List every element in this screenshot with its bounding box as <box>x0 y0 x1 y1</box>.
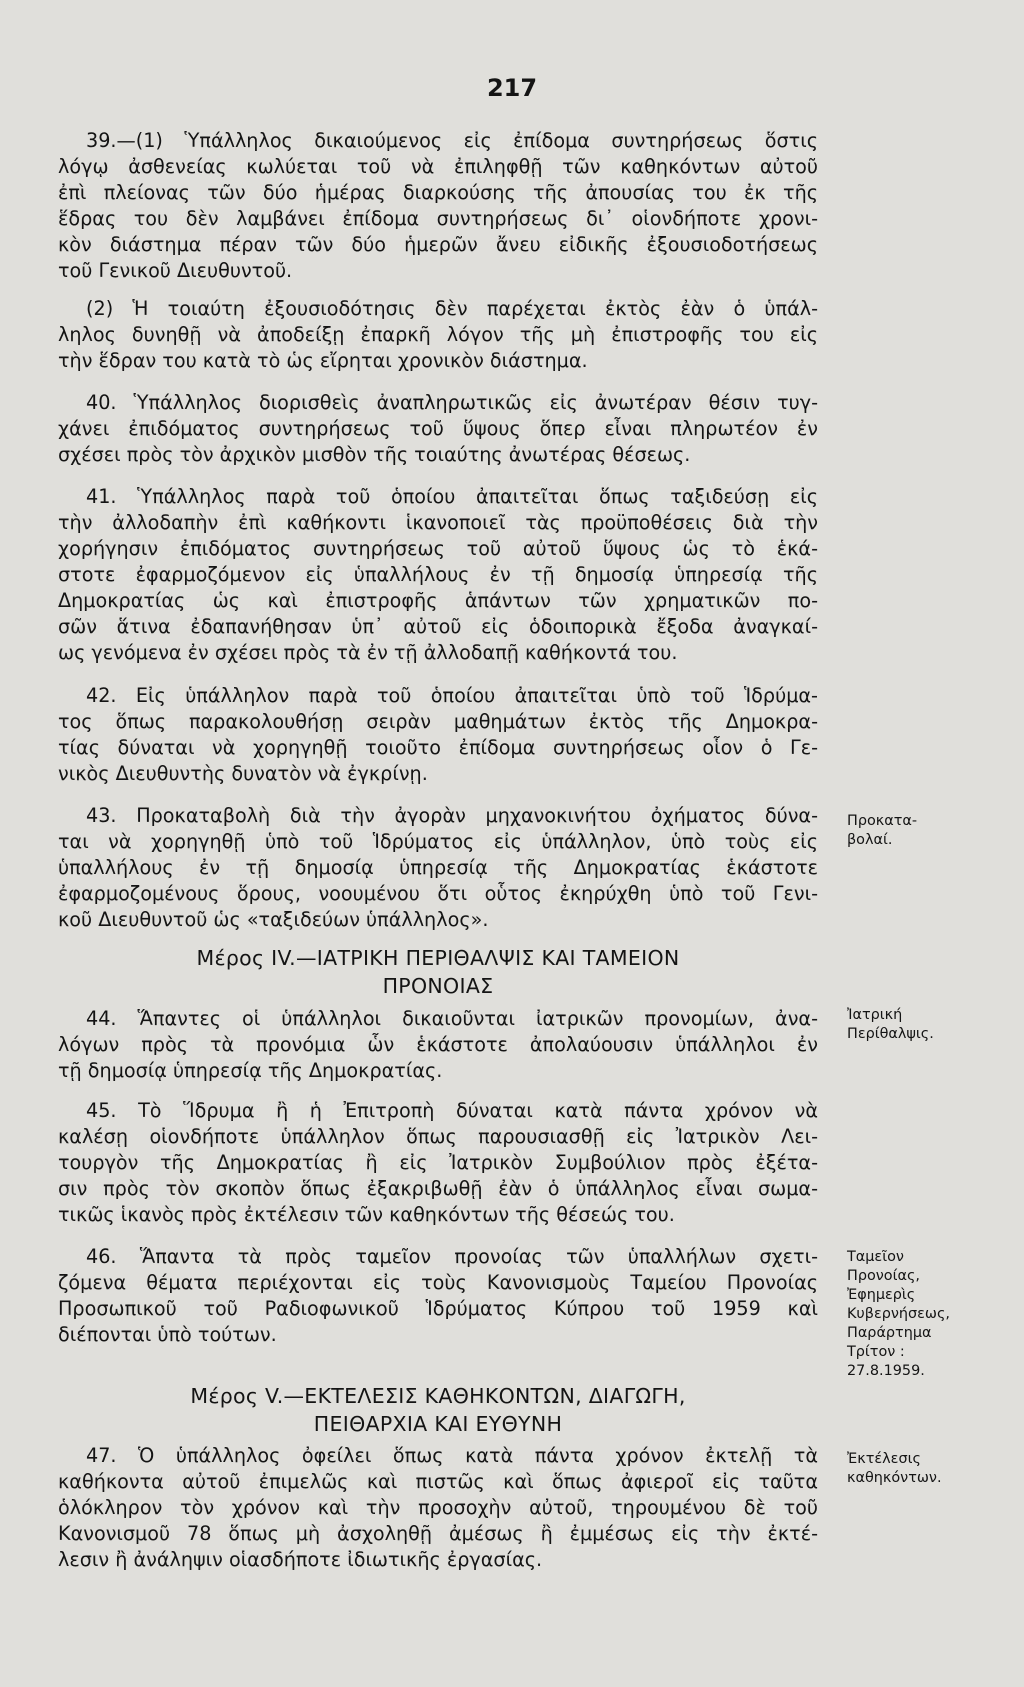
margin-note <box>847 812 1017 850</box>
margin-note-line: Κυβερνήσεως, <box>847 1306 950 1322</box>
text-line: χάνει ἐπιδόματος συντηρήσεως τοῦ ὕψους ὅπερ εἶναι πληρωτέον ἐν <box>58 417 818 440</box>
text-line: τίας δύναται νὰ χορηγηθῇ τοιοῦτο ἐπίδομα συντηρήσεως οἷον ὁ Γε- <box>58 736 818 759</box>
margin-note-line: Προκατα- <box>847 813 918 829</box>
text-line: στοτε ἐφαρμοζόμενον εἰς ὑπαλλήλους ἐν τῇ δημοσίᾳ ὑπηρεσίᾳ τῆς <box>58 563 818 586</box>
margin-note-line: Ἐφημερὶς <box>847 1287 916 1303</box>
text-line: ζόμενα θέματα περιέχονται εἰς τοὺς Κανονισμοὺς Ταμείου Προνοίας <box>58 1271 818 1294</box>
margin-note-line: Ἐκτέλεσις <box>847 1451 921 1467</box>
text-line: 46. Ἅπαντα τὰ πρὸς ταμεῖον προνοίας τῶν ὑπαλλήλων σχετι- <box>86 1245 818 1268</box>
margin-note-line: Τρίτον : <box>847 1344 905 1360</box>
text-line: ἕδρας του δὲν λαμβάνει ἐπίδομα συντηρήσεως δι᾿ οἱονδήποτε χρονι- <box>58 207 818 230</box>
margin-note-line: Προνοίας, <box>847 1268 920 1284</box>
text-line: λόγῳ ἀσθενείας κωλύεται τοῦ νὰ ἐπιληφθῇ τῶν καθηκόντων αὐτοῦ <box>58 155 818 178</box>
text-line: καθήκοντα αὐτοῦ ἐπιμελῶς καὶ πιστῶς καὶ ὅπως ἀφιεροῖ εἰς ταῦτα <box>58 1470 818 1493</box>
text-line: 47. Ὁ ὑπάλληλος ὀφείλει ὅπως κατὰ πάντα χρόνον ἐκτελῇ τὰ <box>86 1444 818 1467</box>
text-line: 42. Εἰς ὑπάλληλον παρὰ τοῦ ὁποίου ἀπαιτεῖται ὑπὸ τοῦ Ἱδρύμα- <box>86 684 818 707</box>
text-line: 43. Προκαταβολὴ διὰ τὴν ἀγορὰν μηχανοκινήτου ὀχήματος δύνα- <box>86 804 818 827</box>
margin-note-line: καθηκόντων. <box>847 1470 942 1486</box>
text-line: 40. Ὑπάλληλος διορισθεὶς ἀναπληρωτικῶς εἰς ἀνωτέραν θέσιν τυγ- <box>86 391 818 414</box>
section-heading <box>58 1382 818 1438</box>
heading-line: ΠΡΟΝΟΙΑΣ <box>382 974 494 998</box>
text-line: σχέσει πρὸς τὸν ἀρχικὸν μισθὸν τῆς τοιαύτης ἀνωτέρας θέσεως. <box>58 443 691 466</box>
text-line: νικὸς Διευθυντὴς δυνατὸν νὰ ἐγκρίνῃ. <box>58 762 428 785</box>
margin-note-line: Παράρτημα <box>847 1325 932 1341</box>
heading-line: ΠΕΙΘΑΡΧΙΑ ΚΑΙ ΕΥΘΥΝΗ <box>313 1412 563 1436</box>
section-heading <box>58 944 818 1000</box>
text-line: ως γενόμενα ἐν σχέσει πρὸς τὰ ἐν τῇ ἀλλοδαπῇ καθήκοντά του. <box>58 641 678 664</box>
paragraph <box>58 296 818 374</box>
text-line: ἐπὶ πλείονας τῶν δύο ἡμέρας διαρκούσης τῆς ἀπουσίας του ἐκ τῆς <box>58 181 818 204</box>
text-line: ται νὰ χορηγηθῇ ὑπὸ τοῦ Ἱδρύματος εἰς ὑπάλληλον, ὑπὸ τοὺς εἰς <box>58 830 818 853</box>
text-line: τοῦ Γενικοῦ Διευθυντοῦ. <box>58 259 293 282</box>
text-line: ὑπαλλήλους ἐν τῇ δημοσίᾳ ὑπηρεσίᾳ τῆς Δημοκρατίας ἑκάστοτε <box>58 856 818 879</box>
text-line: καλέσῃ οἱονδήποτε ὑπάλληλον ὅπως παρουσιασθῇ εἰς Ἰατρικὸν Λει- <box>58 1125 818 1148</box>
text-line: 44. Ἅπαντες οἱ ὑπάλληλοι δικαιοῦνται ἰατρικῶν προνομίων, ἀνα- <box>86 1007 818 1030</box>
paragraph <box>58 1244 818 1348</box>
margin-note-line: Περίθαλψις. <box>847 1026 934 1042</box>
paragraph <box>58 1098 818 1228</box>
text-line: Κανονισμοῦ 78 ὅπως μὴ ἀσχοληθῇ ἀμέσως ἢ ἐμμέσως εἰς τὴν ἐκτέ- <box>58 1522 818 1545</box>
paragraph <box>58 484 818 666</box>
text-line: ληλος δυνηθῇ νὰ ἀποδείξῃ ἐπαρκῆ λόγον τῆς μὴ ἐπιστροφῆς του εἰς <box>58 323 818 346</box>
text-line: τος ὅπως παρακολουθήσῃ σειρὰν μαθημάτων ἐκτὸς τῆς Δημοκρα- <box>58 710 818 733</box>
margin-note-line: 27.8.1959. <box>847 1363 925 1379</box>
margin-note-line: βολαί. <box>847 832 893 848</box>
text-line: τῇ δημοσίᾳ ὑπηρεσίᾳ τῆς Δημοκρατίας. <box>58 1059 443 1082</box>
text-line: σῶν ἅτινα ἐδαπανήθησαν ὑπ᾿ αὐτοῦ εἰς ὁδοιπορικὰ ἔξοδα ἀναγκαί- <box>58 615 818 638</box>
text-line: ἐφαρμοζομένους ὅρους, νοουμένου ὅτι οὗτος ἐκηρύχθη ὑπὸ τοῦ Γενι- <box>58 882 818 905</box>
text-line: τικῶς ἱκανὸς πρὸς ἐκτέλεσιν τῶν καθηκόντων τῆς θέσεώς του. <box>58 1203 675 1226</box>
text-line: 45. Τὸ Ἵδρυμα ἢ ἡ Ἐπιτροπὴ δύναται κατὰ πάντα χρόνον νὰ <box>86 1099 818 1122</box>
paragraph <box>58 1006 818 1084</box>
text-line: σιν πρὸς τὸν σκοπὸν ὅπως ἐξακριβωθῇ ἐὰν ὁ ὑπάλληλος εἶναι σωμα- <box>58 1177 818 1200</box>
text-line: 41. Ὑπάλληλος παρὰ τοῦ ὁποίου ἀπαιτεῖται ὅπως ταξιδεύσῃ εἰς <box>86 485 818 508</box>
page-number: 217 <box>486 74 538 102</box>
margin-note-line: Ἰατρική <box>847 1007 903 1023</box>
margin-note <box>847 1450 1017 1488</box>
text-line: 39.—(1) Ὑπάλληλος δικαιούμενος εἰς ἐπίδομα συντηρήσεως ὅστις <box>86 129 818 152</box>
paragraph <box>58 390 818 468</box>
margin-note-line: Ταμεῖον <box>847 1249 904 1265</box>
text-line: διέπονται ὑπὸ τούτων. <box>58 1323 277 1346</box>
heading-line: Μέρος IV.—ΙΑΤΡΙΚΗ ΠΕΡΙΘΑΛΨΙΣ ΚΑΙ ΤΑΜΕΙΟΝ <box>196 946 680 970</box>
text-line: κοῦ Διευθυντοῦ ὡς «ταξιδεύων ὑπάλληλος». <box>58 908 489 931</box>
paragraph <box>58 128 818 284</box>
text-line: λεσιν ἢ ἀνάληψιν οἱασδήποτε ἰδιωτικῆς ἐργασίας. <box>58 1548 543 1571</box>
text-line: κὸν διάστημα πέραν τῶν δύο ἡμερῶν ἄνευ εἰδικῆς ἐξουσιοδοτήσεως <box>58 233 818 256</box>
paragraph <box>58 683 818 787</box>
text-line: Δημοκρατίας ὡς καὶ ἐπιστροφῆς ἁπάντων τῶν χρηματικῶν πο- <box>58 589 818 612</box>
paragraph <box>58 1443 818 1573</box>
text-line: τὴν ἕδραν του κατὰ τὸ ὡς εἴρηται χρονικὸν διάστημα. <box>58 349 588 372</box>
text-line: λόγων πρὸς τὰ προνόμια ὧν ἑκάστοτε ἀπολαύουσιν ὑπάλληλοι ἐν <box>58 1033 818 1056</box>
text-line: τὴν ἀλλοδαπὴν ἐπὶ καθήκοντι ἱκανοποιεῖ τὰς προϋποθέσεις διὰ τὴν <box>58 511 818 534</box>
paragraph <box>58 803 818 933</box>
text-line: τουργὸν τῆς Δημοκρατίας ἢ εἰς Ἰατρικὸν Συμβούλιον πρὸς ἐξέτα- <box>58 1151 818 1174</box>
heading-line: Μέρος V.—ΕΚΤΕΛΕΣΙΣ ΚΑΘΗΚΟΝΤΩΝ, ΔΙΑΓΩΓΗ, <box>190 1384 686 1408</box>
text-line: χορήγησιν ἐπιδόματος συντηρήσεως τοῦ αὐτοῦ ὕψους ὡς τὸ ἑκά- <box>58 537 818 560</box>
margin-note <box>847 1248 1017 1381</box>
text-line: ὁλόκληρον τὸν χρόνον καὶ τὴν προσοχὴν αὐτοῦ, τηρουμένου δὲ τοῦ <box>58 1496 818 1519</box>
text-line: Προσωπικοῦ τοῦ Ραδιοφωνικοῦ Ἱδρύματος Κύπρου τοῦ 1959 καὶ <box>58 1297 818 1320</box>
margin-note <box>847 1006 1017 1044</box>
text-line: (2) Ἡ τοιαύτη ἐξουσιοδότησις δὲν παρέχεται ἐκτὸς ἐὰν ὁ ὑπάλ- <box>86 297 818 320</box>
